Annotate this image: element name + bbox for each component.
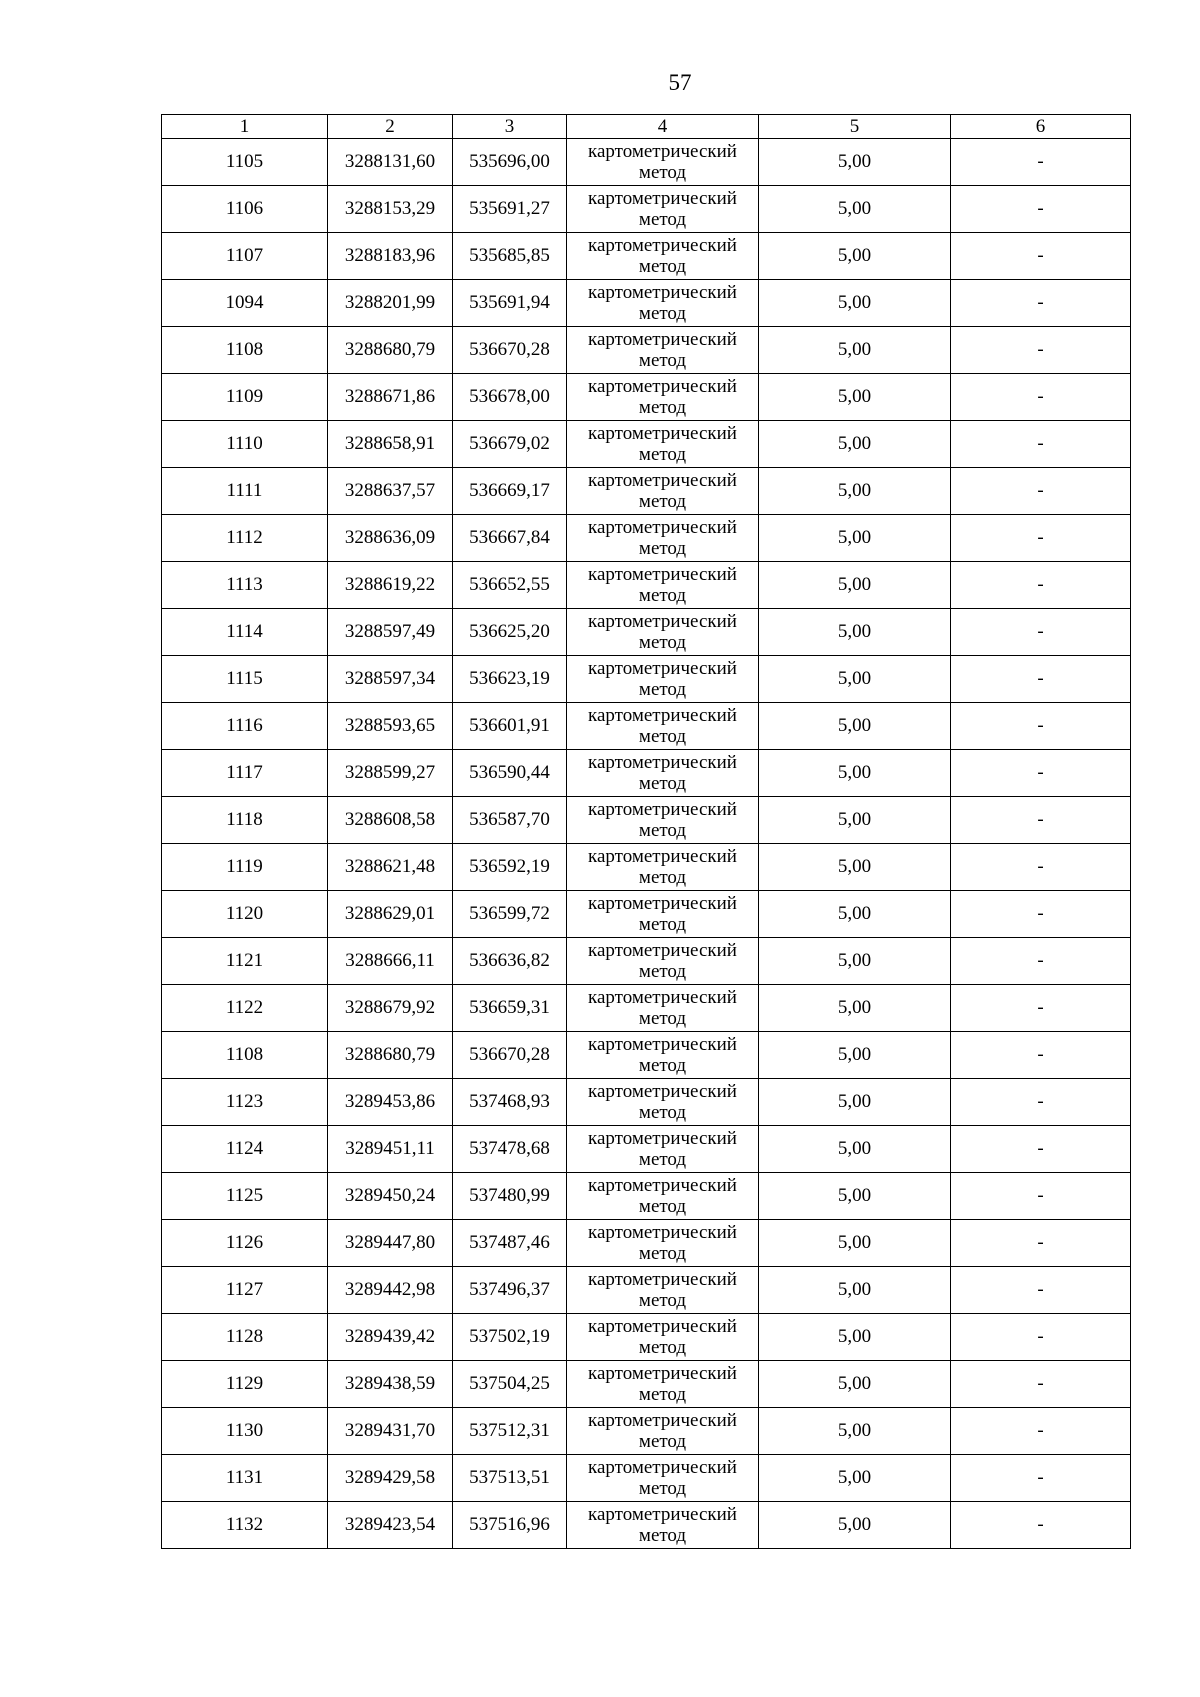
table-row (162, 1126, 1131, 1173)
x-coordinate-cell: 3289450,24 (328, 1173, 453, 1220)
table-row (162, 656, 1131, 703)
method-line: метод (638, 867, 687, 888)
method-line: картометрический (588, 658, 737, 679)
method-cell (567, 891, 759, 938)
y-coordinate-cell: 536659,31 (453, 985, 567, 1032)
x-coordinate-cell: 3289439,42 (328, 1314, 453, 1361)
method-line: картометрический (588, 564, 737, 585)
method-line: метод (638, 256, 687, 277)
accuracy-cell: 5,00 (759, 1502, 951, 1549)
accuracy-cell: 5,00 (759, 280, 951, 327)
point-id-cell: 1121 (162, 938, 328, 985)
table-row (162, 1032, 1131, 1079)
method-line: картометрический (588, 1034, 737, 1055)
x-coordinate-cell: 3288658,91 (328, 421, 453, 468)
point-id-cell: 1127 (162, 1267, 328, 1314)
x-coordinate-cell: 3288599,27 (328, 750, 453, 797)
method-cell (567, 609, 759, 656)
y-coordinate-cell: 537513,51 (453, 1455, 567, 1502)
method-cell (567, 139, 759, 186)
method-cell (567, 186, 759, 233)
accuracy-cell: 5,00 (759, 562, 951, 609)
method-line: метод (638, 914, 687, 935)
y-coordinate-cell: 537502,19 (453, 1314, 567, 1361)
table-row (162, 891, 1131, 938)
table-row (162, 1361, 1131, 1408)
x-coordinate-cell: 3288680,79 (328, 327, 453, 374)
method-cell (567, 750, 759, 797)
note-cell: - (951, 515, 1131, 562)
method-line: картометрический (588, 1081, 737, 1102)
header-row (162, 115, 1131, 139)
accuracy-cell: 5,00 (759, 1173, 951, 1220)
note-cell: - (951, 562, 1131, 609)
method-line: картометрический (588, 987, 737, 1008)
x-coordinate-cell: 3289453,86 (328, 1079, 453, 1126)
y-coordinate-cell: 537496,37 (453, 1267, 567, 1314)
point-id-cell: 1120 (162, 891, 328, 938)
accuracy-cell: 5,00 (759, 938, 951, 985)
table-row (162, 233, 1131, 280)
accuracy-cell: 5,00 (759, 468, 951, 515)
point-id-cell: 1129 (162, 1361, 328, 1408)
method-line: метод (638, 1008, 687, 1029)
table-row (162, 938, 1131, 985)
method-line: картометрический (588, 1175, 737, 1196)
point-id-cell: 1125 (162, 1173, 328, 1220)
note-cell: - (951, 374, 1131, 421)
table-row (162, 703, 1131, 750)
method-line: картометрический (588, 376, 737, 397)
point-id-cell: 1111 (162, 468, 328, 515)
method-cell (567, 1361, 759, 1408)
table-row (162, 1408, 1131, 1455)
method-line: метод (638, 162, 687, 183)
x-coordinate-cell: 3288201,99 (328, 280, 453, 327)
method-cell (567, 515, 759, 562)
method-line: метод (638, 726, 687, 747)
accuracy-cell: 5,00 (759, 1126, 951, 1173)
y-coordinate-cell: 537478,68 (453, 1126, 567, 1173)
point-id-cell: 1113 (162, 562, 328, 609)
accuracy-cell: 5,00 (759, 1032, 951, 1079)
accuracy-cell: 5,00 (759, 609, 951, 656)
note-cell: - (951, 1408, 1131, 1455)
method-cell (567, 233, 759, 280)
method-line: метод (638, 303, 687, 324)
header-col-2: 2 (328, 115, 453, 139)
table-row (162, 1502, 1131, 1549)
method-line: метод (638, 1102, 687, 1123)
x-coordinate-cell: 3289438,59 (328, 1361, 453, 1408)
y-coordinate-cell: 536670,28 (453, 327, 567, 374)
method-line: метод (638, 209, 687, 230)
method-line: картометрический (588, 846, 737, 867)
accuracy-cell: 5,00 (759, 1079, 951, 1126)
method-cell (567, 1173, 759, 1220)
table-row (162, 1173, 1131, 1220)
method-cell (567, 1314, 759, 1361)
method-cell (567, 656, 759, 703)
x-coordinate-cell: 3288597,34 (328, 656, 453, 703)
accuracy-cell: 5,00 (759, 421, 951, 468)
method-line: картометрический (588, 423, 737, 444)
note-cell: - (951, 1314, 1131, 1361)
y-coordinate-cell: 537468,93 (453, 1079, 567, 1126)
method-line: метод (638, 444, 687, 465)
accuracy-cell: 5,00 (759, 797, 951, 844)
y-coordinate-cell: 535685,85 (453, 233, 567, 280)
point-id-cell: 1124 (162, 1126, 328, 1173)
x-coordinate-cell: 3288153,29 (328, 186, 453, 233)
note-cell: - (951, 186, 1131, 233)
table-row (162, 280, 1131, 327)
y-coordinate-cell: 536652,55 (453, 562, 567, 609)
x-coordinate-cell: 3288608,58 (328, 797, 453, 844)
method-line: картометрический (588, 1316, 737, 1337)
note-cell: - (951, 468, 1131, 515)
table-body (162, 139, 1131, 1549)
method-cell (567, 1032, 759, 1079)
method-line: картометрический (588, 799, 737, 820)
x-coordinate-cell: 3289442,98 (328, 1267, 453, 1314)
y-coordinate-cell: 537512,31 (453, 1408, 567, 1455)
method-line: метод (638, 773, 687, 794)
point-id-cell: 1106 (162, 186, 328, 233)
point-id-cell: 1112 (162, 515, 328, 562)
point-id-cell: 1126 (162, 1220, 328, 1267)
note-cell: - (951, 421, 1131, 468)
y-coordinate-cell: 535691,27 (453, 186, 567, 233)
note-cell: - (951, 1361, 1131, 1408)
method-cell (567, 421, 759, 468)
method-cell (567, 280, 759, 327)
note-cell: - (951, 703, 1131, 750)
y-coordinate-cell: 536679,02 (453, 421, 567, 468)
method-line: метод (638, 1431, 687, 1452)
note-cell: - (951, 1220, 1131, 1267)
accuracy-cell: 5,00 (759, 1267, 951, 1314)
point-id-cell: 1131 (162, 1455, 328, 1502)
y-coordinate-cell: 536599,72 (453, 891, 567, 938)
note-cell: - (951, 1502, 1131, 1549)
point-id-cell: 1105 (162, 139, 328, 186)
table-row (162, 1220, 1131, 1267)
accuracy-cell: 5,00 (759, 703, 951, 750)
method-line: картометрический (588, 235, 737, 256)
method-line: метод (638, 1196, 687, 1217)
method-line: метод (638, 632, 687, 653)
x-coordinate-cell: 3288636,09 (328, 515, 453, 562)
note-cell: - (951, 233, 1131, 280)
y-coordinate-cell: 536587,70 (453, 797, 567, 844)
table-row (162, 1314, 1131, 1361)
accuracy-cell: 5,00 (759, 374, 951, 421)
accuracy-cell: 5,00 (759, 1361, 951, 1408)
method-line: картометрический (588, 893, 737, 914)
note-cell: - (951, 891, 1131, 938)
method-line: картометрический (588, 752, 737, 773)
note-cell: - (951, 1455, 1131, 1502)
table-row (162, 609, 1131, 656)
x-coordinate-cell: 3288183,96 (328, 233, 453, 280)
method-line: картометрический (588, 282, 737, 303)
method-cell (567, 374, 759, 421)
y-coordinate-cell: 536670,28 (453, 1032, 567, 1079)
accuracy-cell: 5,00 (759, 186, 951, 233)
table-row (162, 327, 1131, 374)
x-coordinate-cell: 3289423,54 (328, 1502, 453, 1549)
method-line: картометрический (588, 1457, 737, 1478)
method-line: метод (638, 491, 687, 512)
x-coordinate-cell: 3289447,80 (328, 1220, 453, 1267)
method-line: метод (638, 350, 687, 371)
y-coordinate-cell: 537516,96 (453, 1502, 567, 1549)
method-line: метод (638, 538, 687, 559)
table-row (162, 844, 1131, 891)
method-cell (567, 1502, 759, 1549)
header-col-5: 5 (759, 115, 951, 139)
y-coordinate-cell: 536636,82 (453, 938, 567, 985)
accuracy-cell: 5,00 (759, 327, 951, 374)
method-line: картометрический (588, 1363, 737, 1384)
point-id-cell: 1109 (162, 374, 328, 421)
coordinates-table (161, 114, 1131, 1549)
method-line: картометрический (588, 141, 737, 162)
method-line: метод (638, 1525, 687, 1546)
point-id-cell: 1108 (162, 327, 328, 374)
y-coordinate-cell: 536667,84 (453, 515, 567, 562)
method-line: метод (638, 679, 687, 700)
method-line: картометрический (588, 1128, 737, 1149)
accuracy-cell: 5,00 (759, 656, 951, 703)
method-line: картометрический (588, 470, 737, 491)
accuracy-cell: 5,00 (759, 515, 951, 562)
table-row (162, 797, 1131, 844)
method-line: картометрический (588, 1504, 737, 1525)
y-coordinate-cell: 536590,44 (453, 750, 567, 797)
x-coordinate-cell: 3288597,49 (328, 609, 453, 656)
method-line: метод (638, 1149, 687, 1170)
y-coordinate-cell: 536625,20 (453, 609, 567, 656)
y-coordinate-cell: 535691,94 (453, 280, 567, 327)
method-line: метод (638, 820, 687, 841)
method-cell (567, 938, 759, 985)
method-line: картометрический (588, 1222, 737, 1243)
note-cell: - (951, 797, 1131, 844)
point-id-cell: 1107 (162, 233, 328, 280)
point-id-cell: 1122 (162, 985, 328, 1032)
accuracy-cell: 5,00 (759, 985, 951, 1032)
x-coordinate-cell: 3288637,57 (328, 468, 453, 515)
y-coordinate-cell: 537480,99 (453, 1173, 567, 1220)
point-id-cell: 1108 (162, 1032, 328, 1079)
method-cell (567, 1126, 759, 1173)
method-line: картометрический (588, 940, 737, 961)
point-id-cell: 1130 (162, 1408, 328, 1455)
method-line: метод (638, 1384, 687, 1405)
method-cell (567, 844, 759, 891)
note-cell: - (951, 1173, 1131, 1220)
x-coordinate-cell: 3289431,70 (328, 1408, 453, 1455)
x-coordinate-cell: 3288593,65 (328, 703, 453, 750)
y-coordinate-cell: 536669,17 (453, 468, 567, 515)
accuracy-cell: 5,00 (759, 139, 951, 186)
note-cell: - (951, 938, 1131, 985)
method-line: картометрический (588, 1410, 737, 1431)
method-line: картометрический (588, 611, 737, 632)
point-id-cell: 1123 (162, 1079, 328, 1126)
note-cell: - (951, 609, 1131, 656)
method-line: метод (638, 1337, 687, 1358)
point-id-cell: 1116 (162, 703, 328, 750)
method-cell (567, 985, 759, 1032)
y-coordinate-cell: 536601,91 (453, 703, 567, 750)
note-cell: - (951, 1079, 1131, 1126)
x-coordinate-cell: 3289429,58 (328, 1455, 453, 1502)
x-coordinate-cell: 3288679,92 (328, 985, 453, 1032)
table-row (162, 468, 1131, 515)
accuracy-cell: 5,00 (759, 1408, 951, 1455)
accuracy-cell: 5,00 (759, 1455, 951, 1502)
method-cell (567, 1455, 759, 1502)
method-cell (567, 797, 759, 844)
method-line: метод (638, 1243, 687, 1264)
method-cell (567, 703, 759, 750)
accuracy-cell: 5,00 (759, 891, 951, 938)
note-cell: - (951, 1032, 1131, 1079)
accuracy-cell: 5,00 (759, 750, 951, 797)
header-col-4: 4 (567, 115, 759, 139)
y-coordinate-cell: 537487,46 (453, 1220, 567, 1267)
note-cell: - (951, 1126, 1131, 1173)
x-coordinate-cell: 3289451,11 (328, 1126, 453, 1173)
y-coordinate-cell: 536592,19 (453, 844, 567, 891)
table-row (162, 186, 1131, 233)
note-cell: - (951, 139, 1131, 186)
table-row (162, 139, 1131, 186)
x-coordinate-cell: 3288629,01 (328, 891, 453, 938)
x-coordinate-cell: 3288621,48 (328, 844, 453, 891)
table-row (162, 1267, 1131, 1314)
page-number: 57 (668, 70, 692, 95)
point-id-cell: 1118 (162, 797, 328, 844)
y-coordinate-cell: 537504,25 (453, 1361, 567, 1408)
note-cell: - (951, 985, 1131, 1032)
table-row (162, 750, 1131, 797)
note-cell: - (951, 280, 1131, 327)
method-line: метод (638, 397, 687, 418)
header-col-1: 1 (162, 115, 328, 139)
accuracy-cell: 5,00 (759, 1220, 951, 1267)
table-row (162, 421, 1131, 468)
point-id-cell: 1117 (162, 750, 328, 797)
x-coordinate-cell: 3288131,60 (328, 139, 453, 186)
point-id-cell: 1115 (162, 656, 328, 703)
x-coordinate-cell: 3288619,22 (328, 562, 453, 609)
note-cell: - (951, 327, 1131, 374)
method-line: картометрический (588, 517, 737, 538)
method-line: картометрический (588, 329, 737, 350)
x-coordinate-cell: 3288680,79 (328, 1032, 453, 1079)
method-line: картометрический (588, 188, 737, 209)
table-row (162, 1079, 1131, 1126)
point-id-cell: 1132 (162, 1502, 328, 1549)
y-coordinate-cell: 535696,00 (453, 139, 567, 186)
point-id-cell: 1119 (162, 844, 328, 891)
point-id-cell: 1128 (162, 1314, 328, 1361)
method-cell (567, 1408, 759, 1455)
method-line: метод (638, 585, 687, 606)
method-line: метод (638, 1478, 687, 1499)
note-cell: - (951, 656, 1131, 703)
note-cell: - (951, 1267, 1131, 1314)
table-row (162, 562, 1131, 609)
method-line: метод (638, 1055, 687, 1076)
point-id-cell: 1094 (162, 280, 328, 327)
table-header (162, 115, 1131, 139)
table-row (162, 985, 1131, 1032)
note-cell: - (951, 750, 1131, 797)
method-cell (567, 327, 759, 374)
method-cell (567, 1220, 759, 1267)
method-cell (567, 562, 759, 609)
method-line: картометрический (588, 705, 737, 726)
x-coordinate-cell: 3288671,86 (328, 374, 453, 421)
y-coordinate-cell: 536678,00 (453, 374, 567, 421)
header-col-3: 3 (453, 115, 567, 139)
method-line: метод (638, 1290, 687, 1311)
accuracy-cell: 5,00 (759, 1314, 951, 1361)
method-line: метод (638, 961, 687, 982)
table-row (162, 515, 1131, 562)
accuracy-cell: 5,00 (759, 844, 951, 891)
point-id-cell: 1110 (162, 421, 328, 468)
accuracy-cell: 5,00 (759, 233, 951, 280)
header-col-6: 6 (951, 115, 1131, 139)
point-id-cell: 1114 (162, 609, 328, 656)
note-cell: - (951, 844, 1131, 891)
x-coordinate-cell: 3288666,11 (328, 938, 453, 985)
y-coordinate-cell: 536623,19 (453, 656, 567, 703)
table-row (162, 1455, 1131, 1502)
table-row (162, 374, 1131, 421)
method-cell (567, 468, 759, 515)
method-line: картометрический (588, 1269, 737, 1290)
method-cell (567, 1267, 759, 1314)
method-cell (567, 1079, 759, 1126)
